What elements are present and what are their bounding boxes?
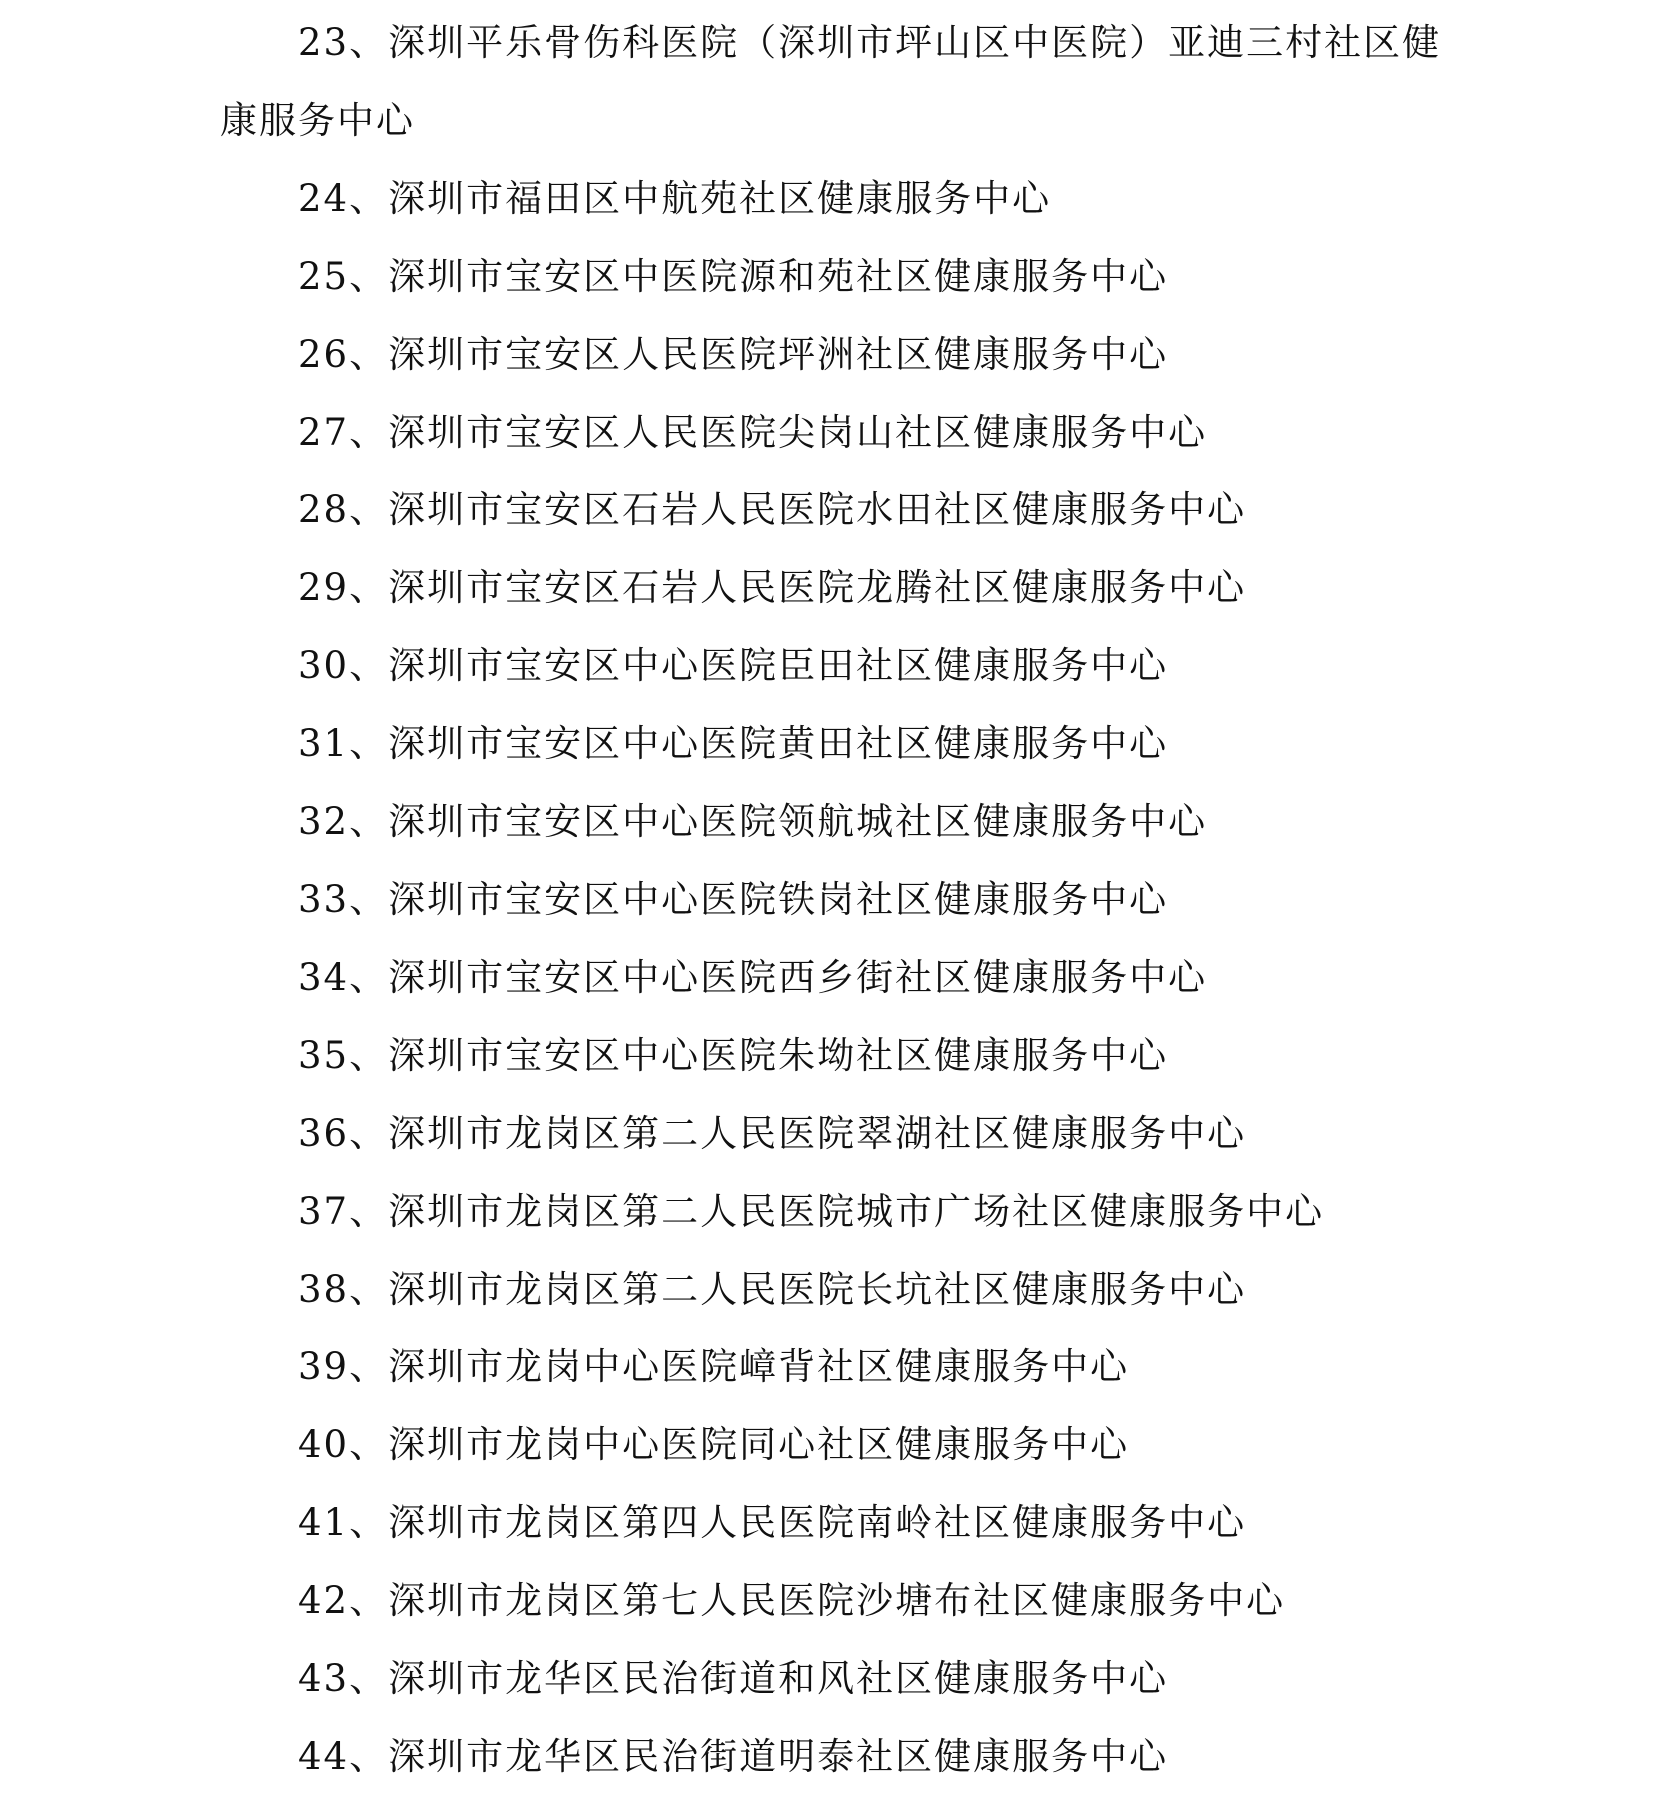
item-separator: 、 bbox=[349, 21, 389, 64]
item-text: 深圳市宝安区人民医院尖岗山社区健康服务中心 bbox=[388, 410, 1208, 454]
institution-list bbox=[220, 4, 1460, 1796]
item-number: 25 bbox=[298, 254, 350, 298]
item-separator: 、 bbox=[349, 1267, 389, 1311]
item-separator: 、 bbox=[349, 254, 389, 298]
list-item bbox=[220, 160, 1460, 238]
list-item bbox=[220, 861, 1460, 939]
item-separator: 、 bbox=[349, 1423, 389, 1467]
list-item bbox=[220, 1718, 1460, 1796]
list-item bbox=[220, 1251, 1460, 1329]
item-text: 深圳市宝安区中心医院臣田社区健康服务中心 bbox=[388, 644, 1169, 688]
item-number: 23 bbox=[298, 21, 350, 64]
item-separator: 、 bbox=[349, 332, 389, 376]
item-number: 44 bbox=[298, 1734, 350, 1778]
list-item bbox=[220, 1173, 1460, 1251]
item-number: 34 bbox=[298, 955, 350, 999]
item-text: 深圳市龙华区民治街道明泰社区健康服务中心 bbox=[388, 1734, 1169, 1778]
item-number: 28 bbox=[298, 488, 350, 532]
item-text: 深圳市龙岗中心医院嶂背社区健康服务中心 bbox=[388, 1345, 1130, 1389]
item-separator: 、 bbox=[349, 566, 389, 610]
item-separator: 、 bbox=[349, 1189, 389, 1233]
item-number: 33 bbox=[298, 877, 350, 921]
item-number: 42 bbox=[298, 1579, 350, 1623]
item-number: 24 bbox=[298, 176, 350, 220]
list-item bbox=[220, 1484, 1460, 1562]
item-text: 深圳市龙华区民治街道和风社区健康服务中心 bbox=[388, 1657, 1169, 1701]
item-separator: 、 bbox=[349, 1579, 389, 1623]
list-item bbox=[220, 316, 1460, 394]
item-text: 深圳市宝安区中医院源和苑社区健康服务中心 bbox=[388, 254, 1169, 298]
item-separator: 、 bbox=[349, 410, 389, 454]
list-item bbox=[220, 1562, 1460, 1640]
item-separator: 、 bbox=[349, 1657, 389, 1701]
list-item bbox=[220, 549, 1460, 627]
item-separator: 、 bbox=[349, 877, 389, 921]
item-separator: 、 bbox=[349, 722, 389, 766]
item-text: 深圳市龙岗区第二人民医院城市广场社区健康服务中心 bbox=[388, 1189, 1325, 1233]
item-text: 深圳市宝安区中心医院领航城社区健康服务中心 bbox=[388, 800, 1208, 844]
list-item bbox=[220, 471, 1460, 549]
item-text: 深圳市宝安区中心医院黄田社区健康服务中心 bbox=[388, 722, 1169, 766]
item-text: 深圳市宝安区中心医院铁岗社区健康服务中心 bbox=[388, 877, 1169, 921]
list-item bbox=[220, 1095, 1460, 1173]
item-text: 深圳市宝安区石岩人民医院水田社区健康服务中心 bbox=[388, 488, 1247, 532]
item-text: 深圳市宝安区石岩人民医院龙腾社区健康服务中心 bbox=[388, 566, 1247, 610]
item-separator: 、 bbox=[349, 644, 389, 688]
item-separator: 、 bbox=[349, 1033, 389, 1077]
item-text: 深圳市宝安区中心医院西乡街社区健康服务中心 bbox=[388, 955, 1208, 999]
item-separator: 、 bbox=[349, 176, 389, 220]
item-number: 38 bbox=[298, 1267, 350, 1311]
list-item bbox=[220, 1640, 1460, 1718]
item-number: 35 bbox=[298, 1033, 350, 1077]
item-text: 深圳市龙岗区第二人民医院长坑社区健康服务中心 bbox=[388, 1267, 1247, 1311]
list-item bbox=[220, 4, 1460, 160]
item-number: 29 bbox=[298, 566, 350, 610]
item-text: 深圳市龙岗区第七人民医院沙塘布社区健康服务中心 bbox=[388, 1579, 1286, 1623]
item-number: 37 bbox=[298, 1189, 350, 1233]
item-separator: 、 bbox=[349, 1734, 389, 1778]
item-separator: 、 bbox=[349, 800, 389, 844]
item-number: 41 bbox=[298, 1501, 350, 1545]
item-text: 深圳市宝安区人民医院坪洲社区健康服务中心 bbox=[388, 332, 1169, 376]
item-separator: 、 bbox=[349, 1345, 389, 1389]
item-text: 深圳市福田区中航苑社区健康服务中心 bbox=[388, 176, 1052, 220]
item-text: 深圳市龙岗区第二人民医院翠湖社区健康服务中心 bbox=[388, 1111, 1247, 1155]
item-number: 26 bbox=[298, 332, 350, 376]
item-number: 30 bbox=[298, 644, 350, 688]
item-number: 31 bbox=[298, 722, 350, 766]
item-separator: 、 bbox=[349, 1111, 389, 1155]
item-text: 深圳市宝安区中心医院朱坳社区健康服务中心 bbox=[388, 1033, 1169, 1077]
item-separator: 、 bbox=[349, 955, 389, 999]
list-item bbox=[220, 939, 1460, 1017]
item-separator: 、 bbox=[349, 488, 389, 532]
list-item bbox=[220, 783, 1460, 861]
item-text: 深圳平乐骨伤科医院（深圳市坪山区中医院）亚迪三村社区健康服务中心 bbox=[220, 21, 1442, 142]
list-item bbox=[220, 1406, 1460, 1484]
list-item bbox=[220, 238, 1460, 316]
list-item bbox=[220, 705, 1460, 783]
item-number: 32 bbox=[298, 800, 350, 844]
item-number: 43 bbox=[298, 1657, 350, 1701]
item-text: 深圳市龙岗中心医院同心社区健康服务中心 bbox=[388, 1423, 1130, 1467]
list-item bbox=[220, 1328, 1460, 1406]
item-number: 39 bbox=[298, 1345, 350, 1389]
item-separator: 、 bbox=[349, 1501, 389, 1545]
list-item bbox=[220, 1017, 1460, 1095]
item-number: 27 bbox=[298, 410, 350, 454]
item-number: 40 bbox=[298, 1423, 350, 1467]
list-item bbox=[220, 627, 1460, 705]
list-item bbox=[220, 394, 1460, 472]
item-text: 深圳市龙岗区第四人民医院南岭社区健康服务中心 bbox=[388, 1501, 1247, 1545]
item-number: 36 bbox=[298, 1111, 350, 1155]
